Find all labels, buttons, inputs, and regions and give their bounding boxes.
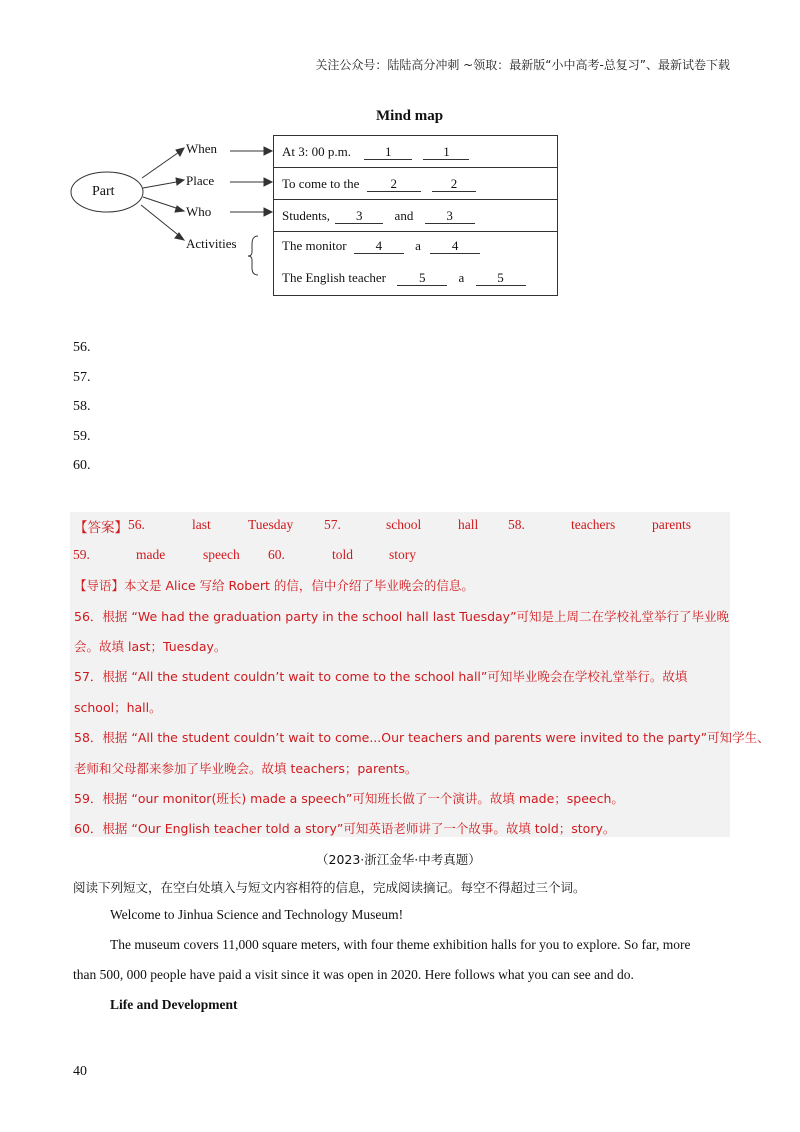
branch-when: When <box>186 141 218 156</box>
question-number: 56. <box>73 340 91 355</box>
blank: 2 <box>432 177 476 192</box>
table-row: To come to the 2 2 <box>274 168 557 200</box>
page-header: 关注公众号：陆陆高分冲刺 ~领取：最新版“小中高考-总复习”、最新试卷下载 <box>315 58 730 72</box>
table-row: Students, 3 and 3 <box>274 200 557 232</box>
blank: 5 <box>397 271 447 286</box>
blank: 3 <box>425 209 475 224</box>
activities-brace <box>248 236 258 275</box>
explanation-56: 56．根据 “We had the graduation party in the school hall last Tuesday”可知是上周二在学校礼堂举行了毕业晚 <box>74 609 730 624</box>
explanation-60: 60．根据 “Our English teacher told a story”可知英语老师讲了一个故事。故填 told；story。 <box>74 821 616 836</box>
branch-place: Place <box>186 173 215 188</box>
blank: 5 <box>476 271 526 286</box>
branch-who: Who <box>186 204 212 219</box>
blank: 2 <box>367 177 421 192</box>
mind-map-table <box>273 135 558 296</box>
branch-activities: Activities <box>186 236 237 251</box>
question-number: 57. <box>73 370 91 385</box>
blank: 1 <box>423 145 469 160</box>
table-row: The monitor 4 a 4 The English teacher 5 a 5 <box>274 232 557 295</box>
passage-welcome: Welcome to Jinhua Science and Technology Museum! <box>110 907 404 922</box>
explanation-59: 59．根据 “our monitor(班长) made a speech”可知班长做了一个演讲。故填 made；speech。 <box>74 791 624 806</box>
guide-text: 【导语】本文是 Alice 写给 Robert 的信，信中介绍了毕业晚会的信息。 <box>74 578 474 593</box>
center-node-label: Part <box>92 184 115 199</box>
table-row: At 3: 00 p.m. 1 1 <box>274 136 557 168</box>
instruction-text: 阅读下列短文，在空白处填入与短文内容相符的信息，完成阅读摘记。每空不得超过三个词。 <box>73 880 586 895</box>
section-heading: Life and Development <box>110 997 238 1012</box>
answer-block: 【答案】 56. last Tuesday 57. school hall 58. teachers parents 59. made speech 60. told story 【导语】本文是 Alice 写给 Robert 的信，信中介绍了毕业晚会的信息。 56．根据 “We had the graduation party in the school hall last Tuesday”可知是上周二在学校礼堂举行了毕业晚 会。故填 last；Tuesday。 57．根据 “All the student couldn’t wait to come to the school hall”可知毕业晚会在学校礼堂举行。故填 school；hall。 58．根据 “All the student couldn’t wait to come...Our teachers and parents were invited to the party”可知学生、 老师和父母都来参加了毕业晚会。故填 teachers；parents。 59．根据 “our monitor(班长) made a speech”可知班长做了一个演讲。故填 made；speech。 60．根据 “Our English teacher told a story”可知英语老师讲了一个故事。故填 told；story。 <box>70 512 730 837</box>
blank: 4 <box>354 239 404 254</box>
blank: 4 <box>430 239 480 254</box>
answer-label: 【答案】 <box>74 520 128 536</box>
blank: 1 <box>364 145 412 160</box>
arrow-when <box>142 150 182 178</box>
question-number: 58. <box>73 399 91 414</box>
question-number: 59. <box>73 429 91 444</box>
question-number: 60. <box>73 458 91 473</box>
explanation-57: 57．根据 “All the student couldn’t wait to come to the school hall”可知毕业晚会在学校礼堂举行。故填 <box>74 669 688 684</box>
blank: 3 <box>335 209 383 224</box>
passage-paragraph: The museum covers 11,000 square meters, with four theme exhibition halls for you to explore. So far, more <box>110 937 691 952</box>
mind-map-title: Mind map <box>376 108 444 124</box>
explanation-58: 58．根据 “All the student couldn’t wait to come...Our teachers and parents were invited to the party”可知学生、 <box>74 730 770 745</box>
page-number: 40 <box>73 1064 87 1079</box>
source-tag: （2023·浙江金华·中考真题） <box>316 852 481 867</box>
